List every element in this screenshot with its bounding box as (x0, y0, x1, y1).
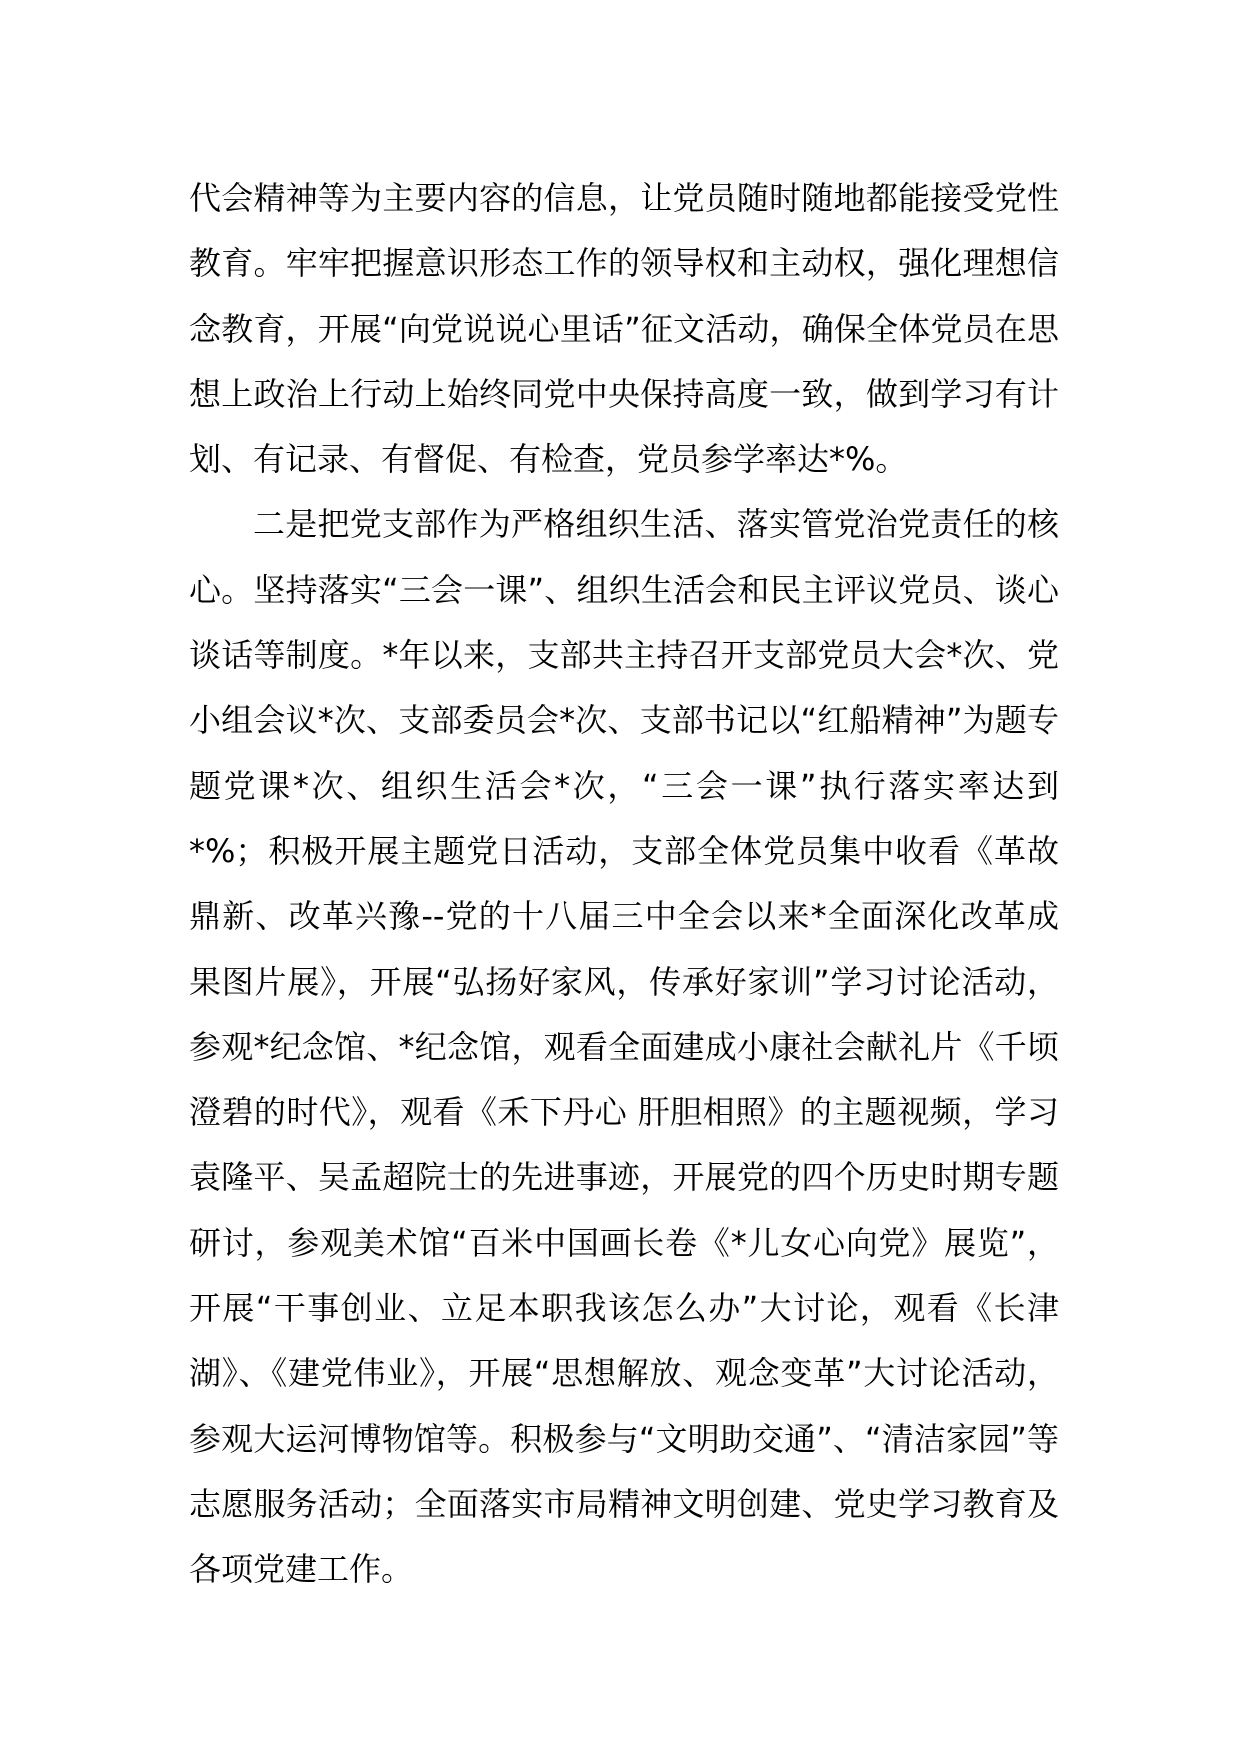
body-text (189, 166, 1059, 1603)
paragraph-1: 代会精神等为主要内容的信息，让党员随时随地都能接受党性教育。牢牢把握意识形态工作的领导权和主动权，强化理想信念教育，开展“向党说说心里话”征文活动，确保全体党员在思想上政治上行动上始终同党中央保持高度一致，做到学习有计划、有记录、有督促、有检查，党员参学率达*%。 (189, 179, 1059, 479)
paragraph-2: 二是把党支部作为严格组织生活、落实管党治党责任的核心。坚持落实“三会一课”、组织生活会和民主评议党员、谈心谈话等制度。*年以来，支部共主持召开支部党员大会*次、党小组会议*次、支部委员会*次、支部书记以“红船精神”为题专题党课*次、组织生活会*次，“三会一课”执行落实率达到*%；积极开展主题党日活动，支部全体党员集中收看《革故鼎新、改革兴豫--党的十八届三中全会以来*全面深化改革成果图片展》，开展“弘扬好家风，传承好家训”学习讨论活动，参观*纪念馆、*纪念馆，观看全面建成小康社会献礼片《千顷澄碧的时代》，观看《禾下丹心 肝胆相照》的主题视频，学习袁隆平、吴孟超院士的先进事迹，开展党的四个历史时期专题研讨，参观美术馆“百米中国画长卷《*儿女心向党》展览”，开展“干事创业、立足本职我该怎么办”大讨论，观看《长津湖》、《建党伟业》，开展“思想解放、观念变革”大讨论活动，参观大运河博物馆等。积极参与“文明助交通”、“清洁家园”等志愿服务活动；全面落实市局精神文明创建、党史学习教育及各项党建工作。 (189, 505, 1059, 1589)
